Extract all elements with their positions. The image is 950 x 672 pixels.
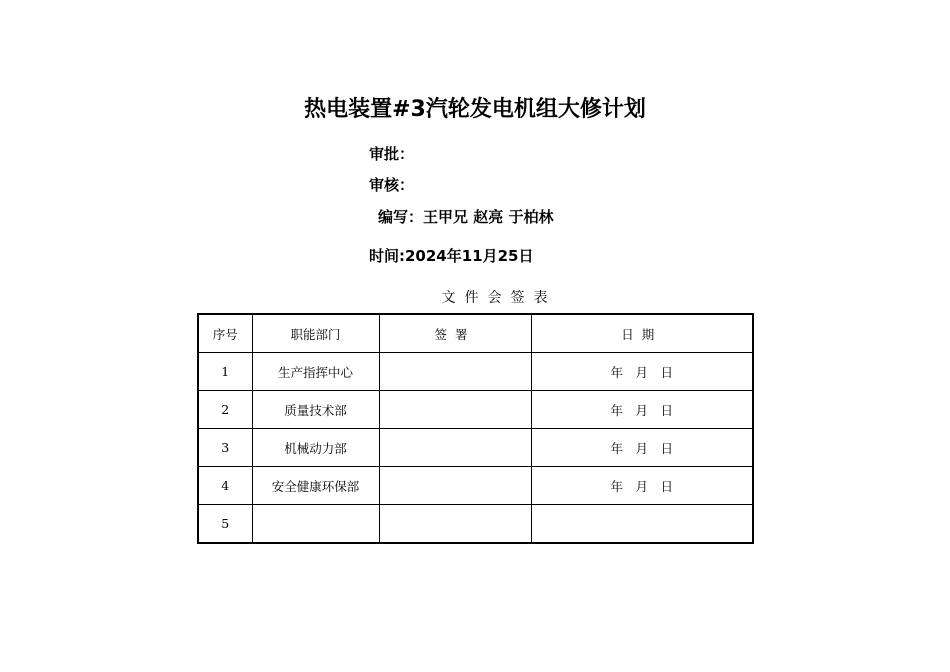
row-date[interactable]: 年 月 日 (531, 353, 753, 391)
row-date[interactable]: 年 月 日 (531, 429, 753, 467)
row-no: 4 (198, 467, 252, 505)
table-row (198, 353, 753, 391)
table-row (198, 429, 753, 467)
header-no: 序号 (198, 314, 252, 353)
header-date: 日期 (531, 314, 753, 353)
date-line: 时间:2024年11月25日 (369, 247, 534, 265)
row-dept: 质量技术部 (252, 391, 379, 429)
header-sign: 签署 (379, 314, 531, 353)
table-caption: 文件会签表 (441, 290, 557, 306)
approve-label: 审批： (369, 145, 415, 163)
sign-off-table (197, 313, 754, 544)
row-date[interactable] (531, 505, 753, 544)
author-line: 编写：王甲兄 赵亮 于柏林 (378, 208, 554, 226)
row-dept (252, 505, 379, 544)
row-date[interactable]: 年 月 日 (531, 467, 753, 505)
row-dept: 安全健康环保部 (252, 467, 379, 505)
row-date[interactable]: 年 月 日 (531, 391, 753, 429)
row-no: 5 (198, 505, 252, 544)
row-sign[interactable] (379, 505, 531, 544)
row-no: 1 (198, 353, 252, 391)
row-dept: 机械动力部 (252, 429, 379, 467)
document-title: 热电装置#3汽轮发电机组大修计划 (304, 97, 646, 122)
row-dept: 生产指挥中心 (252, 353, 379, 391)
review-label: 审核： (369, 176, 415, 194)
table-row (198, 391, 753, 429)
row-no: 3 (198, 429, 252, 467)
row-sign[interactable] (379, 467, 531, 505)
row-sign[interactable] (379, 353, 531, 391)
table-row (198, 505, 753, 544)
table-row (198, 467, 753, 505)
table-header-row (198, 314, 753, 353)
header-dept: 职能部门 (252, 314, 379, 353)
row-sign[interactable] (379, 429, 531, 467)
row-sign[interactable] (379, 391, 531, 429)
row-no: 2 (198, 391, 252, 429)
